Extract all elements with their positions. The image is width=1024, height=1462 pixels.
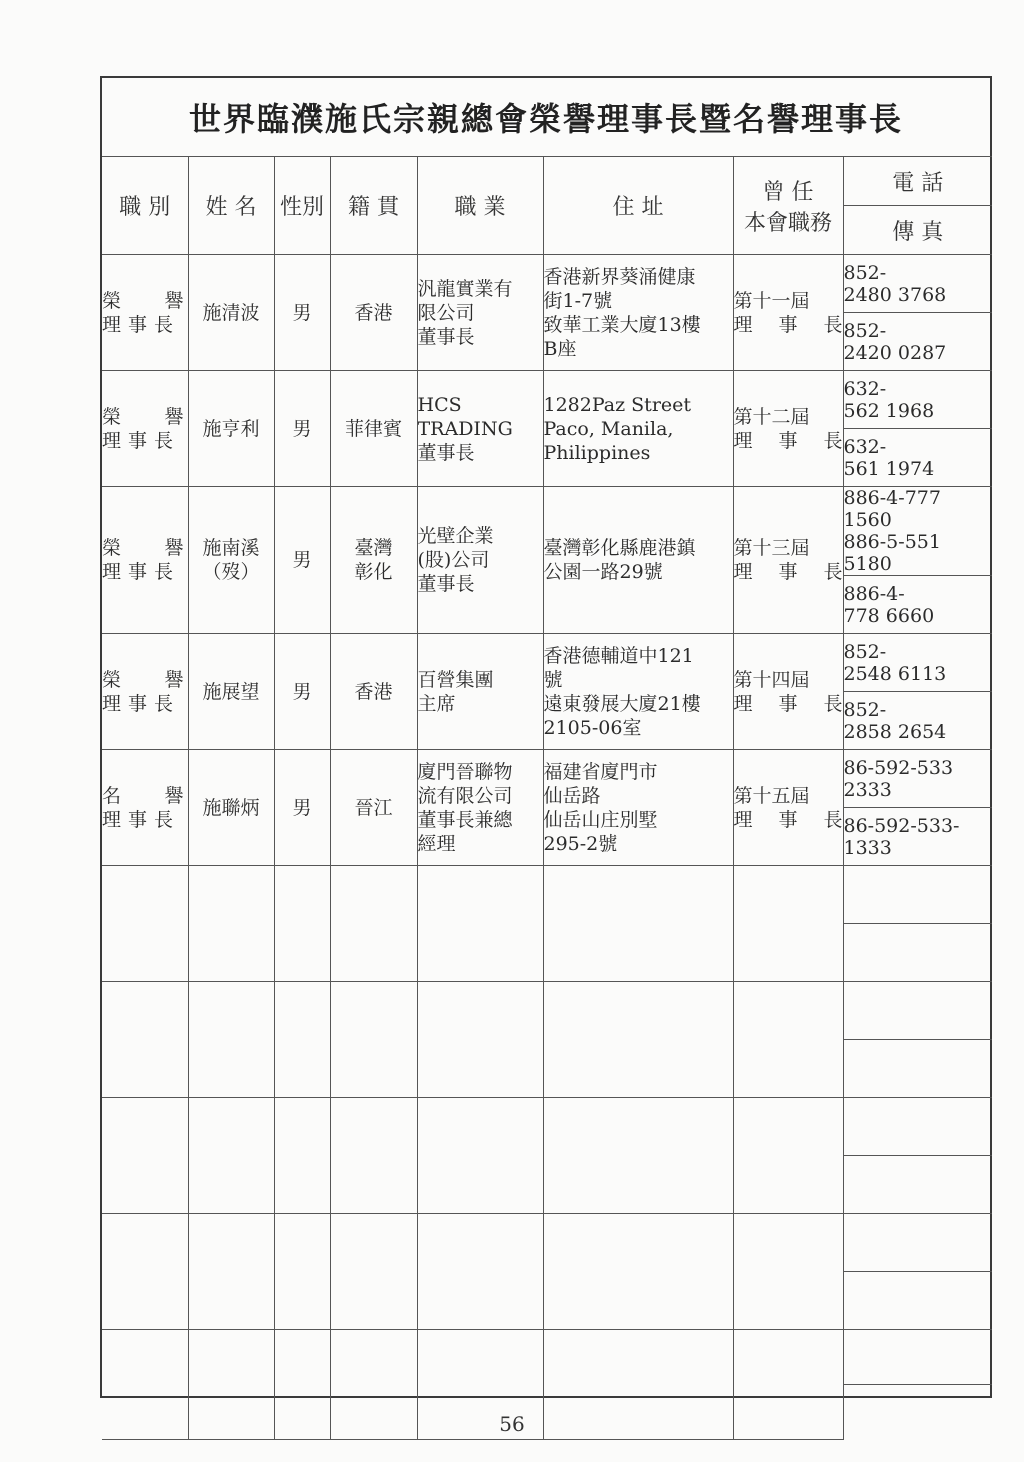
term-char: 長 <box>823 692 843 715</box>
occupation-line: 百營集團 <box>417 668 494 691</box>
empty-cell <box>188 1214 274 1330</box>
role-char: 榮 <box>102 668 122 691</box>
fax-line: 632- <box>843 435 887 458</box>
term-char: 長 <box>823 313 843 336</box>
term-line: 第十五屆 <box>733 784 810 807</box>
role-cell <box>102 750 188 866</box>
empty-cell <box>188 1098 274 1214</box>
empty-phone-cell <box>843 1098 992 1156</box>
origin-line: 彰化 <box>354 561 393 583</box>
name-cell <box>188 487 274 634</box>
header-fax: 傳 真 <box>843 206 992 255</box>
term-line: 第十一屆 <box>733 289 810 312</box>
address-line: 號 <box>543 668 563 691</box>
occupation-line: 主席 <box>417 692 456 715</box>
occupation-cell <box>417 371 543 487</box>
address-line: 2105-06室 <box>543 716 642 739</box>
occupation-line: 光壁企業 <box>417 525 494 547</box>
header-term <box>733 157 843 255</box>
header-occupation: 職 業 <box>417 157 543 255</box>
fax-line: 2858 2654 <box>843 720 947 743</box>
occupation-line: 經理 <box>417 832 456 855</box>
occupation-line: 董事長 <box>417 325 475 348</box>
fax-line: 852- <box>843 319 887 342</box>
table-row <box>102 634 992 692</box>
term-char: 理 <box>733 313 753 336</box>
term-char: 理 <box>733 692 753 715</box>
gender-cell: 男 <box>274 371 330 487</box>
address-line: 295-2號 <box>543 832 618 855</box>
address-line: Philippines <box>543 441 651 464</box>
table-row <box>102 255 992 313</box>
occupation-cell <box>417 750 543 866</box>
empty-cell <box>330 982 417 1098</box>
term-char: 理 <box>733 429 753 452</box>
empty-row <box>102 1330 992 1385</box>
role-title: 理事長 <box>102 561 181 583</box>
term-line: 第十二屆 <box>733 405 810 428</box>
role-cell <box>102 255 188 371</box>
origin-cell: 香港 <box>330 255 417 371</box>
role-title: 理事長 <box>102 313 181 336</box>
address-cell <box>543 255 733 371</box>
origin-cell: 菲律賓 <box>330 371 417 487</box>
occupation-line: 董事長 <box>417 573 475 595</box>
term-char: 事 <box>778 808 798 831</box>
address-cell <box>543 371 733 487</box>
gender-cell: 男 <box>274 750 330 866</box>
empty-phone-cell <box>843 1214 992 1272</box>
empty-cell <box>543 1098 733 1214</box>
role-cell <box>102 487 188 634</box>
address-line: 香港新界葵涌健康 <box>543 265 696 288</box>
empty-cell <box>102 866 188 982</box>
term-cell <box>733 255 843 371</box>
occupation-cell <box>417 634 543 750</box>
address-cell <box>543 487 733 634</box>
phone-line: 632- <box>843 377 887 400</box>
occupation-cell <box>417 255 543 371</box>
header-address: 住 址 <box>543 157 733 255</box>
page-number: 56 <box>499 1412 525 1436</box>
term-char: 理 <box>733 808 753 831</box>
empty-cell <box>733 1214 843 1330</box>
role-title: 理事長 <box>102 429 181 452</box>
header-role: 職 別 <box>102 157 188 255</box>
fax-cell <box>843 576 992 634</box>
empty-row <box>102 982 992 1040</box>
phone-line: 562 1968 <box>843 399 935 422</box>
role-cell <box>102 371 188 487</box>
page-title: 世界臨濮施氏宗親總會榮譽理事長暨名譽理事長 <box>102 78 990 157</box>
fax-line: 561 1974 <box>843 457 935 480</box>
address-line: 香港德輔道中121 <box>543 644 694 667</box>
occupation-cell <box>417 487 543 634</box>
role-char: 譽 <box>164 289 184 312</box>
name-line: 施南溪 <box>202 537 260 559</box>
empty-phone-cell <box>843 866 992 924</box>
phone-line: 86-592-533 <box>843 756 954 779</box>
occupation-line: 汎龍實業有 <box>417 277 513 300</box>
occupation-line: 流有限公司 <box>417 784 513 807</box>
header-origin: 籍 貫 <box>330 157 417 255</box>
empty-fax-cell <box>843 1040 992 1098</box>
empty-fax-cell <box>843 924 992 982</box>
phone-cell <box>843 750 992 808</box>
role-char: 譽 <box>164 784 184 807</box>
occupation-line: 董事長 <box>417 441 475 464</box>
role-title: 理事長 <box>102 808 181 831</box>
header-phone: 電 話 <box>843 157 992 206</box>
empty-row <box>102 1214 992 1272</box>
gender-cell: 男 <box>274 634 330 750</box>
fax-line: 778 6660 <box>843 604 935 627</box>
occupation-line: TRADING <box>417 417 513 440</box>
empty-cell <box>417 866 543 982</box>
phone-cell <box>843 634 992 692</box>
name-note: （歿） <box>202 561 260 583</box>
role-title: 理事長 <box>102 692 181 715</box>
empty-cell <box>102 1098 188 1214</box>
fax-line: 886-4- <box>843 582 905 605</box>
address-cell <box>543 634 733 750</box>
phone-line: 2333 <box>843 778 892 801</box>
phone-line: 886-5-551 5180 <box>843 531 941 575</box>
empty-phone-cell <box>843 1330 992 1385</box>
name-cell: 施清波 <box>188 255 274 371</box>
name-cell: 施亨利 <box>188 371 274 487</box>
term-char: 長 <box>823 808 843 831</box>
phone-line: 852- <box>843 640 887 663</box>
gender-cell: 男 <box>274 255 330 371</box>
header-term-line2: 本會職務 <box>743 210 832 236</box>
phone-line: 2548 6113 <box>843 662 947 685</box>
name-cell: 施聯炳 <box>188 750 274 866</box>
fax-line: 1333 <box>843 836 892 859</box>
term-char: 事 <box>778 561 798 583</box>
origin-cell: 香港 <box>330 634 417 750</box>
empty-cell <box>102 982 188 1098</box>
term-char: 事 <box>778 429 798 452</box>
origin-cell <box>330 487 417 634</box>
empty-cell <box>733 1098 843 1214</box>
phone-line: 886-4-777 1560 <box>843 487 941 531</box>
fax-cell <box>843 692 992 750</box>
fax-line: 86-592-533- <box>843 814 960 837</box>
gender-cell: 男 <box>274 487 330 634</box>
empty-cell <box>543 866 733 982</box>
term-line: 第十四屆 <box>733 668 810 691</box>
term-line: 第十三屆 <box>733 537 810 559</box>
empty-phone-cell <box>843 982 992 1040</box>
empty-fax-cell <box>843 1272 992 1330</box>
term-cell <box>733 371 843 487</box>
empty-cell <box>330 866 417 982</box>
directory-sheet <box>100 76 992 1398</box>
term-cell <box>733 487 843 634</box>
empty-cell <box>274 866 330 982</box>
term-cell <box>733 634 843 750</box>
term-char: 長 <box>823 429 843 452</box>
role-char: 榮 <box>102 289 122 312</box>
empty-cell <box>733 982 843 1098</box>
name-cell: 施展望 <box>188 634 274 750</box>
role-cell <box>102 634 188 750</box>
empty-cell <box>330 1214 417 1330</box>
origin-cell: 晉江 <box>330 750 417 866</box>
address-line: 仙岳山庄別墅 <box>543 808 658 831</box>
address-line: 1282Paz Street <box>543 393 692 416</box>
directory-table <box>102 156 992 1440</box>
header-term-line1: 曾 任 <box>762 179 814 205</box>
phone-cell <box>843 255 992 313</box>
origin-line: 臺灣 <box>354 537 393 559</box>
empty-cell <box>274 1098 330 1214</box>
fax-cell <box>843 313 992 371</box>
occupation-line: 限公司 <box>417 301 475 324</box>
role-char: 譽 <box>164 537 184 559</box>
header-row <box>102 157 992 206</box>
empty-cell <box>417 1098 543 1214</box>
empty-cell <box>274 1214 330 1330</box>
address-line: 公園一路29號 <box>543 561 663 583</box>
empty-fax-cell <box>843 1156 992 1214</box>
fax-line: 2420 0287 <box>843 341 947 364</box>
empty-row <box>102 1098 992 1156</box>
table-row <box>102 487 992 576</box>
address-line: 福建省廈門市 <box>543 760 658 783</box>
empty-cell <box>188 982 274 1098</box>
fax-cell <box>843 429 992 487</box>
fax-cell <box>843 808 992 866</box>
empty-cell <box>188 866 274 982</box>
occupation-line: HCS <box>417 393 462 416</box>
address-line: Paco, Manila, <box>543 417 674 440</box>
empty-cell <box>543 1214 733 1330</box>
empty-cell <box>543 982 733 1098</box>
term-char: 長 <box>823 561 843 583</box>
empty-cell <box>274 982 330 1098</box>
role-char: 榮 <box>102 405 122 428</box>
occupation-line: 廈門晉聯物 <box>417 760 513 783</box>
header-gender: 性別 <box>274 157 330 255</box>
phone-cell <box>843 371 992 429</box>
term-cell <box>733 750 843 866</box>
phone-cell <box>843 487 992 576</box>
address-cell <box>543 750 733 866</box>
phone-line: 852- <box>843 261 887 284</box>
empty-cell <box>102 1214 188 1330</box>
role-char: 名 <box>102 784 122 807</box>
address-line: 街1-7號 <box>543 289 613 312</box>
empty-cell <box>417 982 543 1098</box>
address-line: 致華工業大廈13樓 <box>543 313 701 336</box>
table-row <box>102 750 992 808</box>
role-char: 譽 <box>164 405 184 428</box>
address-line: B座 <box>543 337 577 360</box>
term-char: 事 <box>778 313 798 336</box>
occupation-line: (股)公司 <box>417 549 490 571</box>
address-line: 仙岳路 <box>543 784 601 807</box>
fax-line: 852- <box>843 698 887 721</box>
empty-cell <box>417 1214 543 1330</box>
address-line: 臺灣彰化縣鹿港鎮 <box>543 537 696 559</box>
role-char: 榮 <box>102 537 122 559</box>
empty-cell <box>330 1098 417 1214</box>
table-row <box>102 371 992 429</box>
empty-cell <box>733 866 843 982</box>
empty-row <box>102 866 992 924</box>
term-char: 事 <box>778 692 798 715</box>
header-name: 姓 名 <box>188 157 274 255</box>
occupation-line: 董事長兼總 <box>417 808 513 831</box>
address-line: 遠東發展大廈21樓 <box>543 692 701 715</box>
phone-line: 2480 3768 <box>843 283 947 306</box>
role-char: 譽 <box>164 668 184 691</box>
term-char: 理 <box>733 561 753 583</box>
